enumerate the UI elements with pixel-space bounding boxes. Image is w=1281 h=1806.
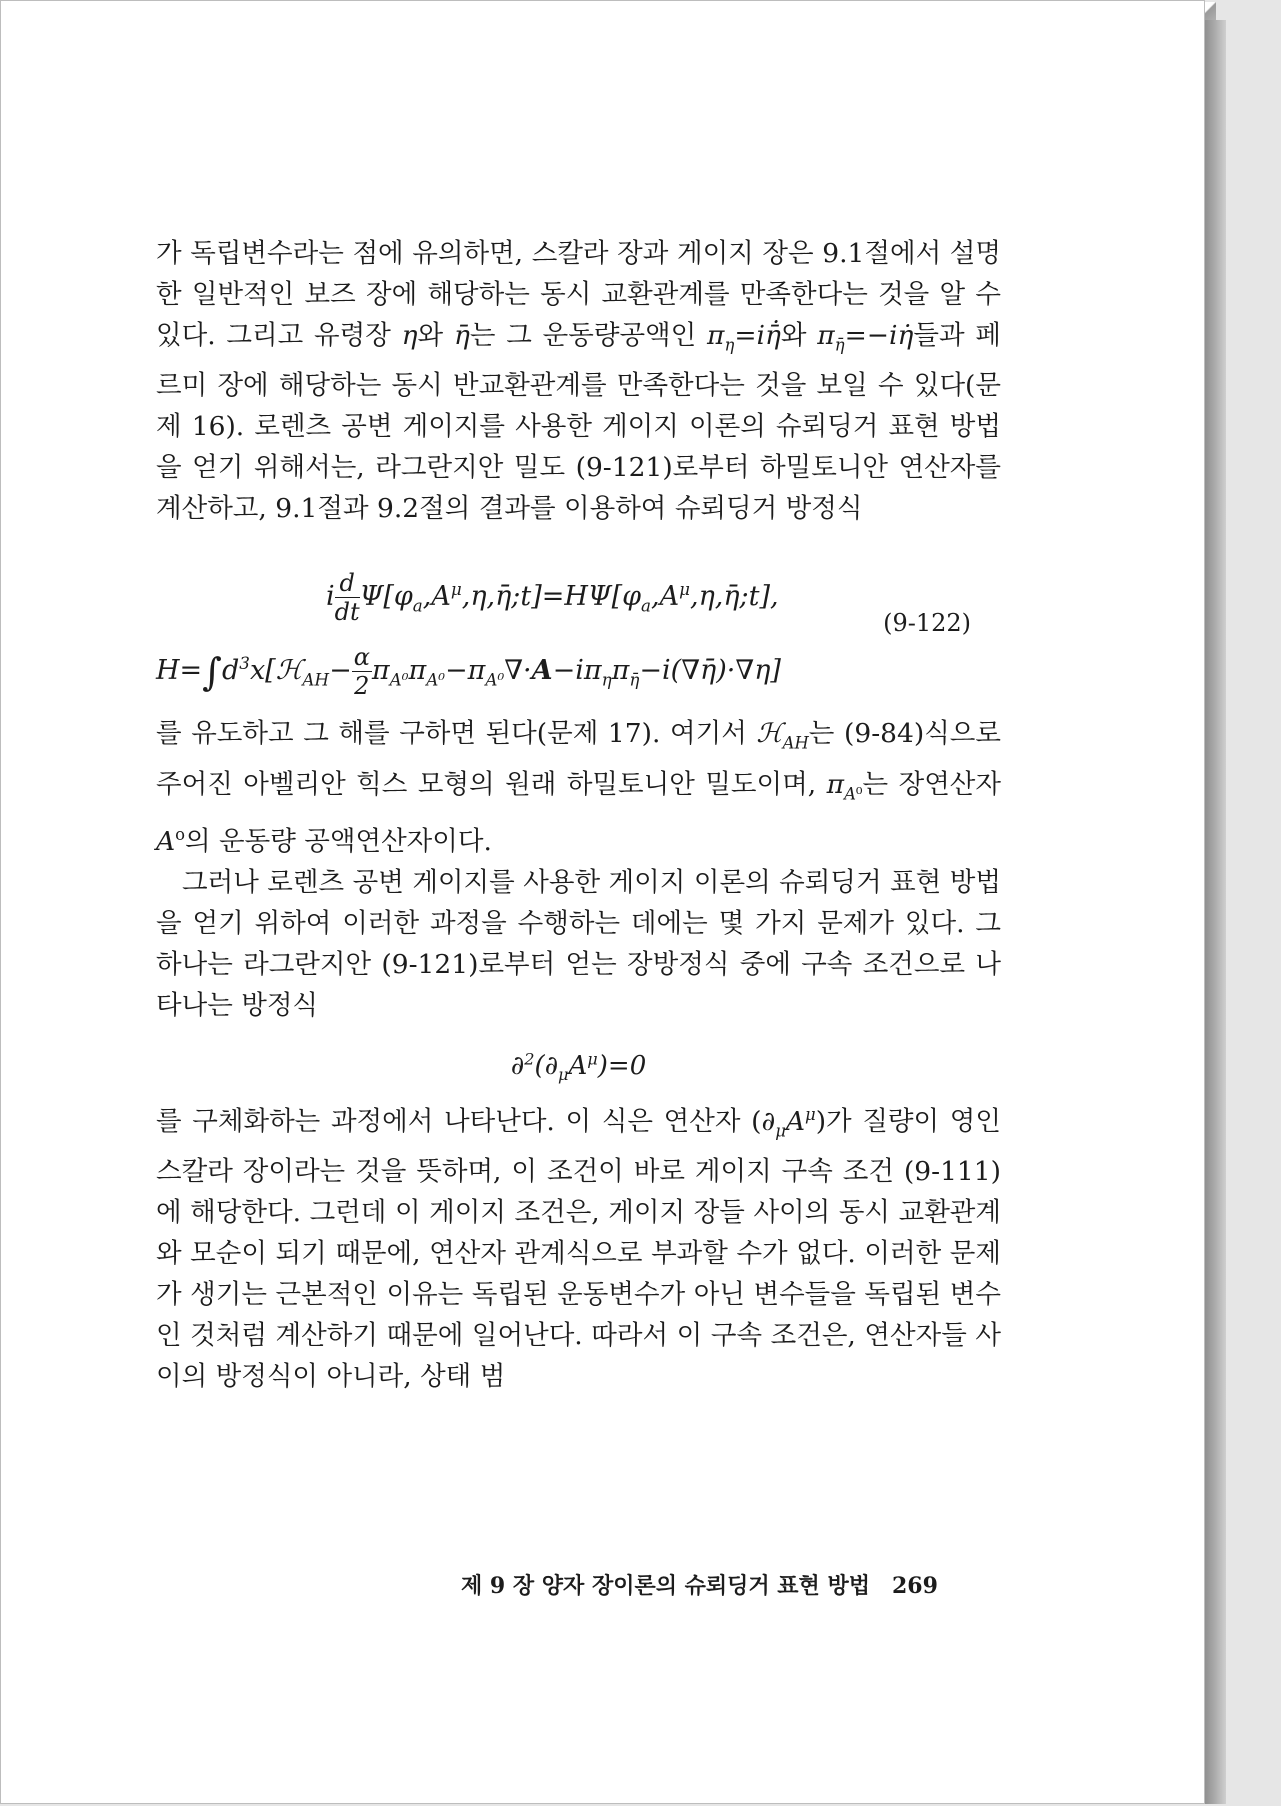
constraint-equation xyxy=(156,1040,1001,1085)
paragraph-2 xyxy=(156,713,1001,861)
paragraph-4 xyxy=(156,1094,1001,1397)
schrodinger-equation: i $\frac{d}{dt}$ $\Psi[\varphi_a,A^\mu,\eta,\etā;t]=H\Psi[\varphi_a,A^\mu,\eta,\etā;t]$, xyxy=(326,569,779,627)
paragraph-3-text: 그러나 로렌츠 공변 게이지를 사용한 게이지 이론의 슈뢰딩거 표현 방법을 얻기 위하여 이러한 과정을 수행하는 데에는 몇 가지 문제가 있다. 그 하나는 라그란지안 (9-121)로부터 얻는 장방정식 중에 구속 조건으로 나타나는 방정식 xyxy=(156,866,1001,1021)
paragraph-2-text: 를 유도하고 그 해를 구하면 된다(문제 17). 여기서 ℋ$_{AH}$는 (9-84)식으로 주어진 아벨리안 힉스 모형의 원래 하밀토니안 밀도이며, $\pi_{A^0}$는 장연산자 $A^o$의 운동량 공액연산자이다. xyxy=(156,718,1002,857)
paragraph-1-text: 가 독립변수라는 점에 유의하면, 스칼라 장과 게이지 장은 9.1절에서 설명한 일반적인 보즈 장에 해당하는 동시 교환관계를 만족한다는 것을 알 수 있다. 그리고 유령장 η와 η̄는 그 운동량공액인 $\pi_\eta=i\etā̇$와 $\pi_{\etā}=-i\etȧ$들과 페르미 장에 해당하는 동시 반교환관계를 만족한다는 것을 보일 수 있다(문제 16). 로렌츠 공변 게이지를 사용한 게이지 이론의 슈뢰딩거 표현 방법을 얻기 위해서는, 라그란지안 밀도 (9-121)로부터 하밀토니안 연산자를 계산하고, 9.1절과 9.2절의 결과를 이용하여 슈뢰딩거 방정식 xyxy=(156,238,1001,525)
paragraph-4-text: 를 구체화하는 과정에서 나타난다. 이 식은 연산자 $(\partial_\mu A^\mu)$가 질량이 영인 스칼라 장이라는 것을 뜻하며, 이 조건이 바로 게이지 구속 조건 (9-111)에 해당한다. 그런데 이 게이지 조건은, 게이지 장들 사이의 동시 교환관계와 모순이 되기 때문에, 연산자 관계식으로 부과할 수가 없다. 이러한 문제가 생기는 근본적인 이유는 독립된 운동변수가 아닌 변수들을 독립된 변수인 것처럼 계산하기 때문에 일어난다. 따라서 이 구속 조건은, 연산자들 사이의 방정식이 아니라, 상태 범 xyxy=(156,1104,1001,1392)
chapter-title: 제 9 장 양자 장이론의 슈뢰딩거 표현 방법 xyxy=(461,1573,870,1599)
paragraph-3 xyxy=(156,862,1001,1026)
page-number: 269 xyxy=(891,1573,938,1599)
page-content xyxy=(156,233,1001,1397)
paragraph-1 xyxy=(156,233,1001,529)
equation-number: (9-122) xyxy=(883,609,971,638)
equation-9-122 xyxy=(156,553,1001,703)
hamiltonian-equation: $H=\int d^3x[ℋ_{AH}-$ $\frac{\alpha}{2}$ $\pi_{A^0}\pi_{A^0}-\pi_{A^0}\nabla\cdot A-i\pi_\eta\pi_{\etā}-i(\nabla\etā)\cdot\nabla\eta$] xyxy=(156,643,781,701)
page-edge-shadow xyxy=(1204,20,1226,1804)
constraint-equation-text: $\partial^2(\partial_\mu A^\mu)=0$ xyxy=(510,1049,647,1085)
running-footer xyxy=(461,1569,938,1600)
